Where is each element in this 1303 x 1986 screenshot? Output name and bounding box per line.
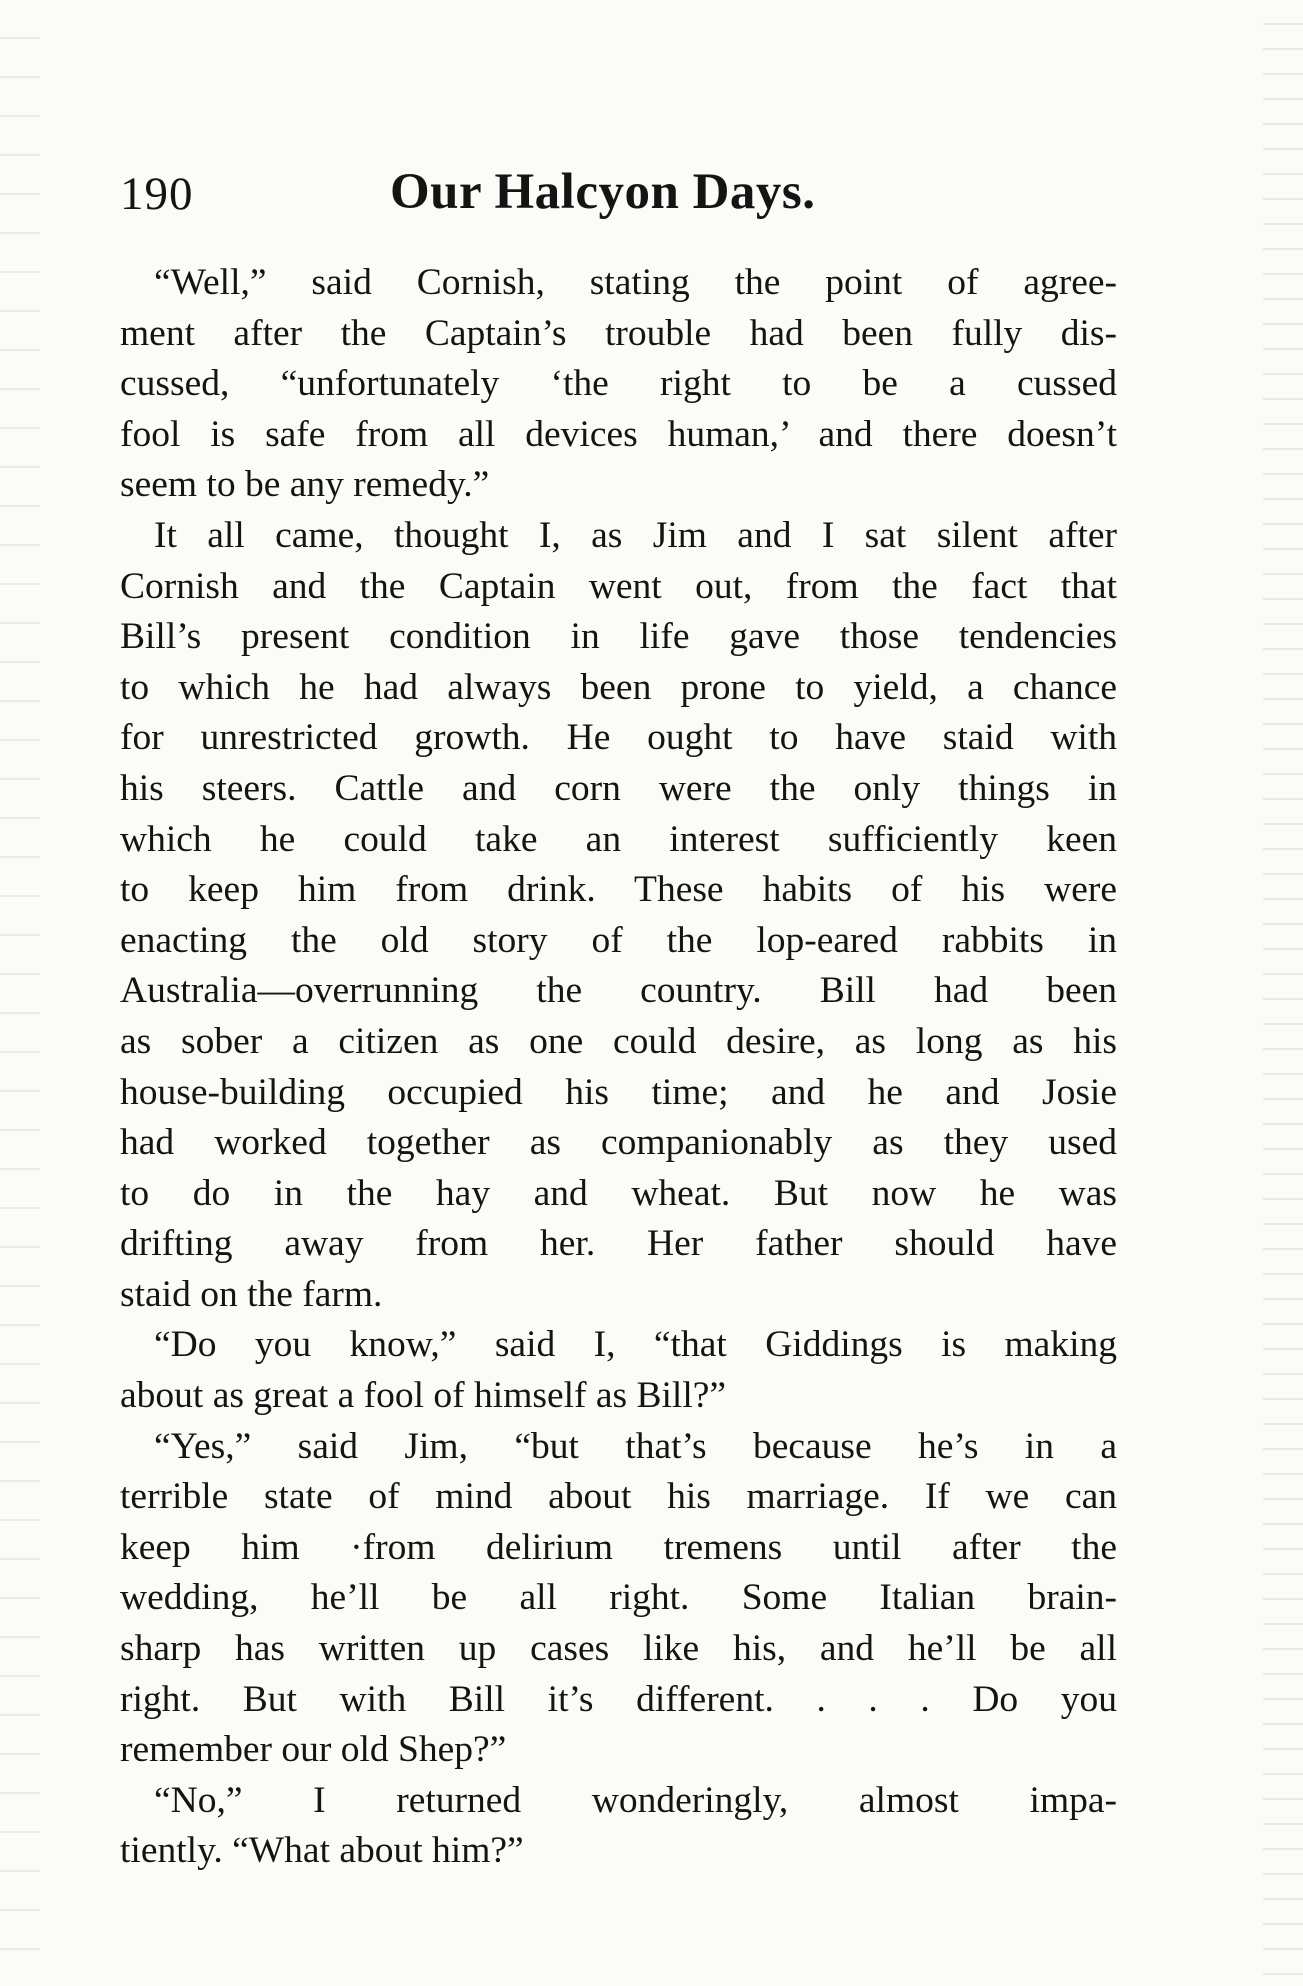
text-line: had worked together as companionably as they used — [120, 1122, 1117, 1164]
page-number: 190 — [120, 168, 194, 220]
text-line: staid on the farm. — [120, 1273, 383, 1315]
text-line: ment after the Captain’s trouble had been fully dis- — [120, 312, 1117, 354]
page-edge-right — [1263, 0, 1303, 1986]
page-header — [120, 163, 1120, 233]
text-line: “Well,” said Cornish, stating the point of agree- — [154, 262, 1117, 303]
text-line: Bill’s present condition in life gave those tendencies — [120, 616, 1117, 658]
text-line: to which he had always been prone to yield, a chance — [120, 666, 1117, 708]
text-line: to keep him from drink. These habits of his were — [120, 869, 1117, 911]
text-line: tiently. “What about him?” — [120, 1830, 524, 1872]
text-line: wedding, he’ll be all right. Some Italian brain- — [120, 1577, 1117, 1619]
page-edge-left — [0, 0, 40, 1986]
body-text — [120, 258, 1117, 1877]
text-line: It all came, thought I, as Jim and I sat silent after — [154, 514, 1117, 556]
text-line: drifting away from her. Her father should have — [120, 1223, 1117, 1265]
text-line: his steers. Cattle and corn were the only things in — [120, 767, 1117, 809]
text-line: sharp has written up cases like his, and he’ll be all — [120, 1628, 1117, 1670]
text-line: to do in the hay and wheat. But now he was — [120, 1172, 1117, 1214]
text-line: seem to be any remedy.” — [120, 464, 490, 506]
text-line: right. But with Bill it’s different. . . . Do you — [120, 1678, 1117, 1720]
text-line: which he could take an interest sufficiently keen — [120, 818, 1117, 860]
text-line: keep him ·from delirium tremens until after the — [120, 1526, 1117, 1568]
text-line: remember our old Shep?” — [120, 1729, 507, 1771]
text-line: fool is safe from all devices human,’ and there doesn’t — [120, 413, 1117, 455]
text-line: for unrestricted growth. He ought to have staid with — [120, 717, 1117, 759]
text-line: terrible state of mind about his marriage. If we can — [120, 1476, 1117, 1518]
text-line: Australia—overrunning the country. Bill had been — [120, 970, 1117, 1012]
text-line: cussed, “unfortunately ‘the right to be a cussed — [120, 363, 1117, 405]
text-line: Cornish and the Captain went out, from the fact that — [120, 565, 1117, 607]
running-title: Our Halcyon Days. — [390, 164, 816, 220]
text-line: “No,” I returned wonderingly, almost impa- — [154, 1779, 1117, 1821]
text-line: enacting the old story of the lop-eared rabbits in — [120, 919, 1117, 961]
text-line: house-building occupied his time; and he and Josie — [120, 1071, 1117, 1113]
text-line: as sober a citizen as one could desire, as long as his — [120, 1020, 1117, 1062]
text-line: about as great a fool of himself as Bill?” — [120, 1375, 727, 1417]
text-line: “Yes,” said Jim, “but that’s because he’s in a — [154, 1425, 1117, 1467]
text-line: “Do you know,” said I, “that Giddings is making — [154, 1324, 1117, 1366]
